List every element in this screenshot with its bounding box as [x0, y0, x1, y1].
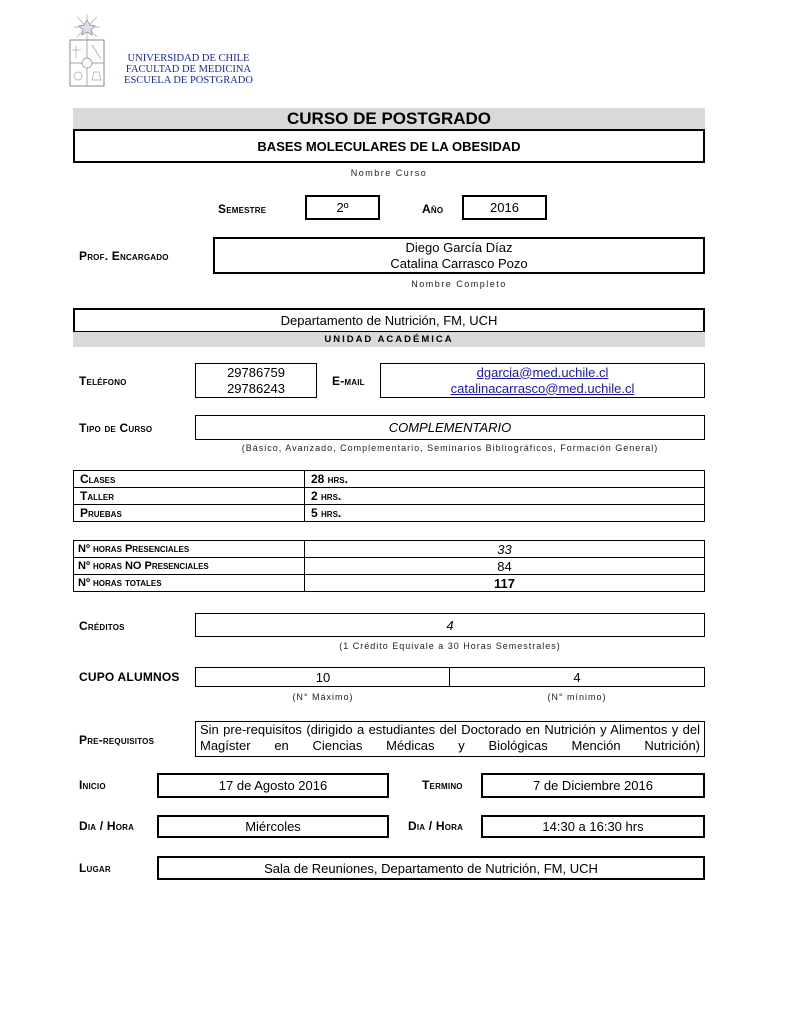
end-date-field[interactable]: 7 de Diciembre 2016	[481, 773, 705, 798]
course-type-label: Tipo de Curso	[79, 421, 153, 435]
credits-field[interactable]: 4	[195, 613, 705, 637]
professor-field[interactable]	[213, 237, 705, 274]
phone-field[interactable]	[195, 363, 317, 398]
end-label: Termino	[422, 778, 463, 792]
day-label: Dia / Hora	[79, 819, 135, 833]
credits-caption: (1 Crédito Equivale a 30 Horas Semestrales)	[339, 641, 561, 651]
prerequisites-field[interactable]: Sin pre-requisitos (dirigido a estudiantes del Doctorado en Nutrición y Alimentos y del Magíster en Ciencias Médicas y Biológicas Mención Nutrición)	[195, 721, 705, 757]
time-field[interactable]: 14:30 a 16:30 hrs	[481, 815, 705, 838]
phone-label: Teléfono	[79, 374, 127, 388]
start-date-field[interactable]: 17 de Agosto 2016	[157, 773, 389, 798]
institution-line-3: ESCUELA DE POSTGRADO	[124, 75, 253, 86]
table-row	[74, 505, 705, 522]
location-label: Lugar	[79, 861, 111, 875]
course-name-field[interactable]: BASES MOLECULARES DE LA OBESIDAD	[73, 129, 705, 163]
hours-total-label: Nº horas totales	[74, 575, 305, 592]
quota-min-field[interactable]: 4	[449, 667, 705, 687]
table-row	[74, 541, 705, 558]
quota-max-caption: (N° Máximo)	[292, 692, 354, 702]
academic-unit-caption: UNIDAD ACADÉMICA	[73, 332, 705, 347]
professor-name-1: Diego García Díaz	[405, 239, 513, 255]
hours-value[interactable]: 2 hrs.	[305, 488, 705, 505]
course-type-field[interactable]: COMPLEMENTARIO	[195, 415, 705, 440]
location-field[interactable]: Sala de Reuniones, Departamento de Nutrición, FM, UCH	[157, 856, 705, 880]
quota-max-field[interactable]: 10	[195, 667, 451, 687]
time-label: Dia / Hora	[408, 819, 464, 833]
year-field[interactable]: 2016	[462, 195, 547, 220]
institution-name	[96, 53, 281, 86]
hours-total-label: Nº horas NO Presenciales	[74, 558, 305, 575]
quota-label: CUPO ALUMNOS	[79, 670, 180, 684]
prerequisites-label: Pre-requisitos	[79, 733, 155, 747]
email-field	[380, 363, 705, 398]
phone-1: 29786759	[227, 364, 285, 380]
hours-label: Taller	[74, 488, 305, 505]
start-label: Inicio	[79, 778, 106, 792]
hours-total-value[interactable]: 33	[305, 541, 705, 558]
year-label: Año	[422, 202, 444, 216]
course-type-caption: (Básico, Avanzado, Complementario, Seminarios Bibliográficos, Formación General)	[241, 443, 659, 453]
academic-unit-field[interactable]: Departamento de Nutrición, FM, UCH	[73, 308, 705, 333]
hours-value[interactable]: 28 hrs.	[305, 471, 705, 488]
hours-breakdown-table	[73, 470, 705, 522]
day-field[interactable]: Miércoles	[157, 815, 389, 838]
hours-label: Clases	[74, 471, 305, 488]
table-row	[74, 488, 705, 505]
email-label: E-mail	[332, 374, 365, 388]
hours-totals-table	[73, 540, 705, 592]
institution-line-2: FACULTAD DE MEDICINA	[125, 64, 252, 75]
hours-value[interactable]: 5 hrs.	[305, 505, 705, 522]
hours-total-value[interactable]: 117	[305, 575, 705, 592]
semester-field[interactable]: 2º	[305, 195, 380, 220]
professor-label: Prof. Encargado	[79, 249, 169, 263]
table-row	[74, 575, 705, 592]
quota-min-caption: (N° mínimo)	[547, 692, 607, 702]
institution-line-1: UNIVERSIDAD DE CHILE	[127, 53, 250, 64]
page-title: CURSO DE POSTGRADO	[73, 108, 705, 129]
email-link-2[interactable]: catalinacarrasco@med.uchile.cl	[450, 380, 635, 396]
professor-name-2: Catalina Carrasco Pozo	[390, 255, 528, 271]
hours-total-value[interactable]: 84	[305, 558, 705, 575]
semester-label: Semestre	[218, 202, 267, 216]
phone-2: 29786243	[227, 380, 285, 396]
hours-total-label: Nº horas Presenciales	[74, 541, 305, 558]
table-row	[74, 471, 705, 488]
credits-label: Créditos	[79, 619, 125, 633]
professor-caption: Nombre Completo	[411, 279, 507, 289]
hours-label: Pruebas	[74, 505, 305, 522]
email-link-1[interactable]: dgarcia@med.uchile.cl	[476, 364, 609, 380]
table-row	[74, 558, 705, 575]
course-name-caption: Nombre Curso	[350, 168, 428, 178]
